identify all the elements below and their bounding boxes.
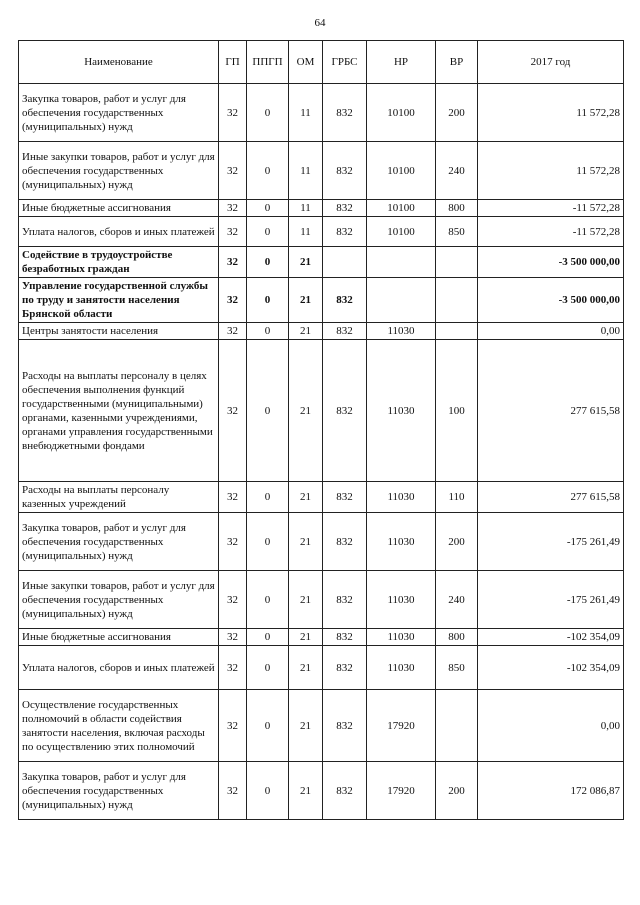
row-nr: 11030: [367, 340, 436, 482]
header-year: 2017 год: [478, 41, 624, 84]
row-name: Иные закупки товаров, работ и услуг для обеспечения государственных (муниципальных) нужд: [19, 571, 219, 629]
row-om: 11: [289, 200, 323, 217]
row-amount: 0,00: [478, 690, 624, 762]
row-ppgp: 0: [247, 482, 289, 513]
row-gp: 32: [219, 513, 247, 571]
row-name: Иные бюджетные ассигнования: [19, 629, 219, 646]
row-grbs: 832: [323, 200, 367, 217]
row-om: 11: [289, 217, 323, 247]
row-grbs: 832: [323, 513, 367, 571]
row-name: Осуществление государственных полномочий в области содействия занятости населения, включая расходы по осуществлению этих полномочий: [19, 690, 219, 762]
row-nr: 11030: [367, 646, 436, 690]
row-gp: 32: [219, 646, 247, 690]
row-nr: 10100: [367, 84, 436, 142]
row-grbs: 832: [323, 278, 367, 323]
table-row: [19, 323, 624, 340]
table-row: [19, 629, 624, 646]
row-vr: [436, 323, 478, 340]
header-ppgp: ППГП: [247, 41, 289, 84]
row-vr: 800: [436, 200, 478, 217]
row-grbs: 832: [323, 217, 367, 247]
row-nr: 10100: [367, 142, 436, 200]
budget-table: [18, 40, 624, 820]
page-number: 64: [314, 17, 326, 29]
row-vr: 200: [436, 84, 478, 142]
row-name: Закупка товаров, работ и услуг для обеспечения государственных (муниципальных) нужд: [19, 513, 219, 571]
row-gp: 32: [219, 690, 247, 762]
row-name: Расходы на выплаты персоналу в целях обеспечения выполнения функций государственными (муниципальными) органами, казенными учреждениями, органами управления государственными внебюджетными фондами: [19, 340, 219, 482]
table-row: [19, 646, 624, 690]
row-vr: 200: [436, 762, 478, 820]
row-name: Закупка товаров, работ и услуг для обеспечения государственных (муниципальных) нужд: [19, 84, 219, 142]
table-row: [19, 247, 624, 278]
table-row: [19, 200, 624, 217]
row-vr: 240: [436, 571, 478, 629]
row-amount: -175 261,49: [478, 571, 624, 629]
header-nr: НР: [367, 41, 436, 84]
row-grbs: 832: [323, 482, 367, 513]
row-om: 11: [289, 84, 323, 142]
row-om: 21: [289, 646, 323, 690]
row-amount: -11 572,28: [478, 200, 624, 217]
row-amount: 11 572,28: [478, 142, 624, 200]
row-ppgp: 0: [247, 340, 289, 482]
row-om: 21: [289, 629, 323, 646]
row-amount: -102 354,09: [478, 646, 624, 690]
row-gp: 32: [219, 200, 247, 217]
row-grbs: 832: [323, 323, 367, 340]
row-ppgp: 0: [247, 646, 289, 690]
row-gp: 32: [219, 84, 247, 142]
row-name: Содействие в трудоустройстве безработных граждан: [19, 247, 219, 278]
row-om: 21: [289, 690, 323, 762]
header-gp: ГП: [219, 41, 247, 84]
row-nr: 10100: [367, 217, 436, 247]
row-grbs: 832: [323, 762, 367, 820]
row-nr: 17920: [367, 690, 436, 762]
row-om: 21: [289, 278, 323, 323]
row-amount: 0,00: [478, 323, 624, 340]
row-ppgp: 0: [247, 84, 289, 142]
row-ppgp: 0: [247, 278, 289, 323]
table-row: [19, 340, 624, 482]
table-row: [19, 217, 624, 247]
row-grbs: 832: [323, 571, 367, 629]
row-grbs: 832: [323, 84, 367, 142]
row-name: Иные бюджетные ассигнования: [19, 200, 219, 217]
row-ppgp: 0: [247, 200, 289, 217]
row-vr: 850: [436, 217, 478, 247]
row-nr: 11030: [367, 323, 436, 340]
row-om: 21: [289, 340, 323, 482]
row-gp: 32: [219, 142, 247, 200]
row-vr: 800: [436, 629, 478, 646]
row-name: Уплата налогов, сборов и иных платежей: [19, 646, 219, 690]
row-ppgp: 0: [247, 571, 289, 629]
row-gp: 32: [219, 323, 247, 340]
row-ppgp: 0: [247, 762, 289, 820]
row-om: 21: [289, 762, 323, 820]
row-ppgp: 0: [247, 690, 289, 762]
row-amount: -11 572,28: [478, 217, 624, 247]
row-grbs: 832: [323, 690, 367, 762]
row-name: Уплата налогов, сборов и иных платежей: [19, 217, 219, 247]
row-nr: 11030: [367, 571, 436, 629]
row-name: Расходы на выплаты персоналу казенных учреждений: [19, 482, 219, 513]
row-amount: -3 500 000,00: [478, 247, 624, 278]
row-gp: 32: [219, 571, 247, 629]
row-amount: -3 500 000,00: [478, 278, 624, 323]
row-vr: [436, 690, 478, 762]
row-grbs: 832: [323, 142, 367, 200]
row-ppgp: 0: [247, 629, 289, 646]
row-vr: 850: [436, 646, 478, 690]
row-om: 21: [289, 513, 323, 571]
row-gp: 32: [219, 217, 247, 247]
row-gp: 32: [219, 340, 247, 482]
row-om: 21: [289, 323, 323, 340]
row-name: Закупка товаров, работ и услуг для обеспечения государственных (муниципальных) нужд: [19, 762, 219, 820]
table-row: [19, 142, 624, 200]
row-gp: 32: [219, 247, 247, 278]
row-vr: [436, 247, 478, 278]
row-om: 21: [289, 571, 323, 629]
header-name: Наименование: [19, 41, 219, 84]
row-nr: 17920: [367, 762, 436, 820]
row-vr: 110: [436, 482, 478, 513]
row-grbs: 832: [323, 340, 367, 482]
row-amount: 11 572,28: [478, 84, 624, 142]
row-om: 21: [289, 482, 323, 513]
row-grbs: 832: [323, 646, 367, 690]
table-row: [19, 571, 624, 629]
row-amount: 172 086,87: [478, 762, 624, 820]
table-row: [19, 278, 624, 323]
row-ppgp: 0: [247, 513, 289, 571]
header-om: ОМ: [289, 41, 323, 84]
row-ppgp: 0: [247, 323, 289, 340]
row-vr: 200: [436, 513, 478, 571]
row-ppgp: 0: [247, 142, 289, 200]
table-row: [19, 482, 624, 513]
row-nr: [367, 247, 436, 278]
row-amount: 277 615,58: [478, 340, 624, 482]
row-gp: 32: [219, 762, 247, 820]
row-gp: 32: [219, 482, 247, 513]
table-row: [19, 84, 624, 142]
table-row: [19, 762, 624, 820]
header-grbs: ГРБС: [323, 41, 367, 84]
row-ppgp: 0: [247, 217, 289, 247]
row-amount: -102 354,09: [478, 629, 624, 646]
row-vr: 100: [436, 340, 478, 482]
table-header-row: [19, 41, 624, 84]
row-om: 11: [289, 142, 323, 200]
row-nr: 11030: [367, 629, 436, 646]
row-gp: 32: [219, 278, 247, 323]
row-om: 21: [289, 247, 323, 278]
row-vr: [436, 278, 478, 323]
row-amount: 277 615,58: [478, 482, 624, 513]
row-name: Управление государственной службы по труду и занятости населения Брянской области: [19, 278, 219, 323]
row-name: Иные закупки товаров, работ и услуг для обеспечения государственных (муниципальных) нужд: [19, 142, 219, 200]
row-ppgp: 0: [247, 247, 289, 278]
row-nr: [367, 278, 436, 323]
row-amount: -175 261,49: [478, 513, 624, 571]
row-nr: 11030: [367, 482, 436, 513]
row-vr: 240: [436, 142, 478, 200]
table-row: [19, 690, 624, 762]
header-vr: ВР: [436, 41, 478, 84]
row-grbs: [323, 247, 367, 278]
row-gp: 32: [219, 629, 247, 646]
row-name: Центры занятости населения: [19, 323, 219, 340]
table-row: [19, 513, 624, 571]
row-grbs: 832: [323, 629, 367, 646]
row-nr: 10100: [367, 200, 436, 217]
row-nr: 11030: [367, 513, 436, 571]
